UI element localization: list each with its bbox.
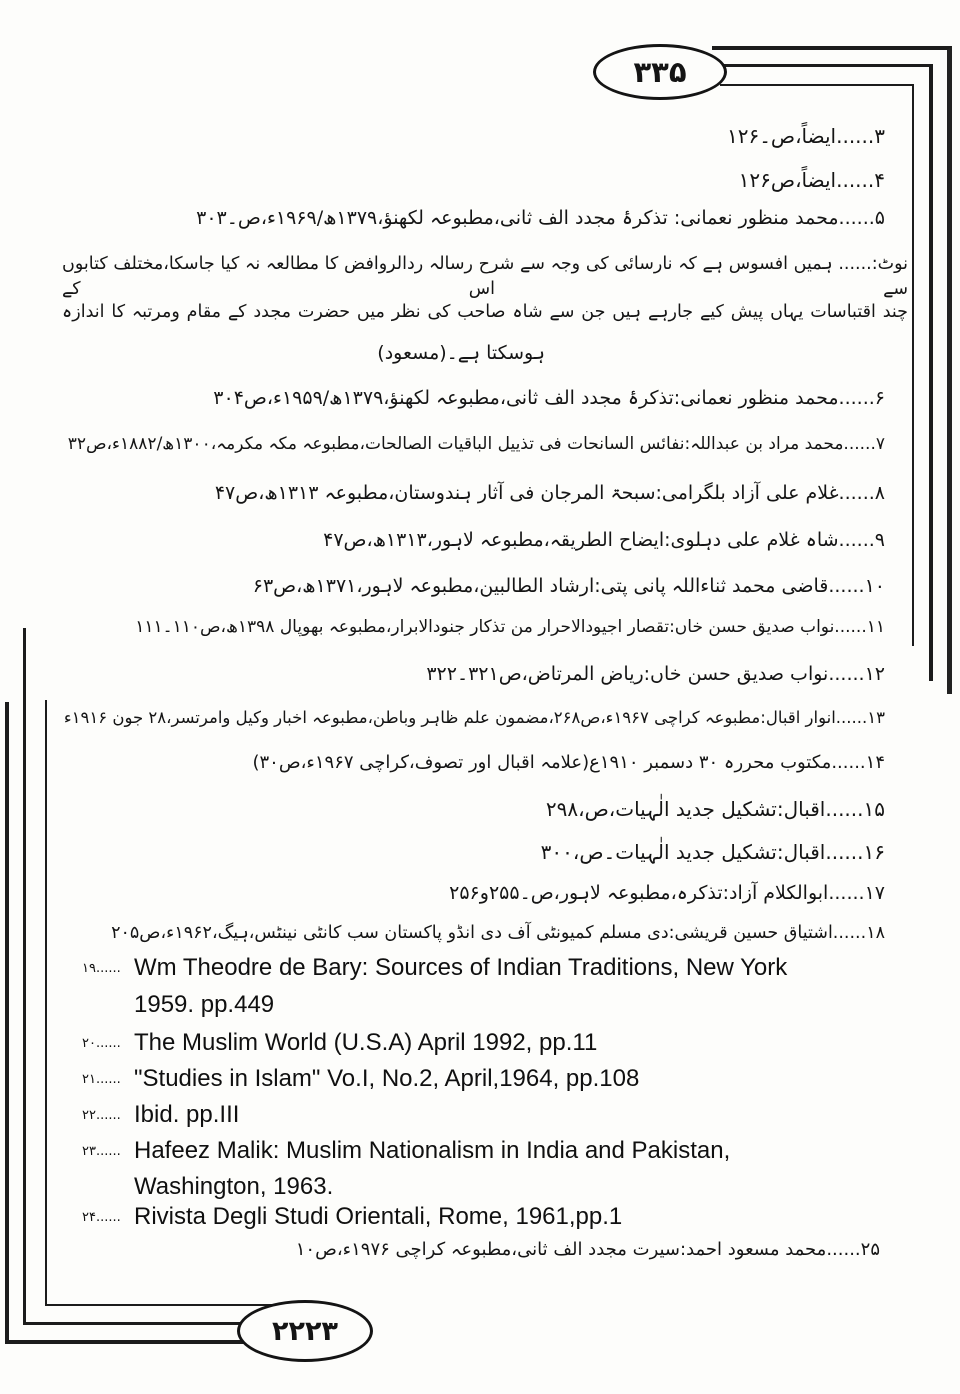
- note-paragraph-line-1: نوٹ:...... ہمیں افسوس ہے کہ نارسائی کی وجہ سے شرح رسالہ ردالروافض کا مطالعہ نہ کیا جاسکا،مختلف کتابوں سے اس کے: [62, 254, 908, 299]
- entry-20-text: The Muslim World (U.S.A) April 1992, pp.11: [134, 1029, 598, 1056]
- entry-22-text: Ibid. pp.III: [134, 1101, 240, 1128]
- reference-entry-6: ۶......محمد منظور نعمانی:تذکرۂ مجدد الف ثانی،مطبوعہ لکھنؤ،۱۳۷۹ھ/۱۹۵۹ء،ص۳۰۴: [213, 387, 885, 409]
- reference-entry-23: [82, 1135, 920, 1166]
- reference-entry-12: ۱۲......نواب صدیق حسن خاں:ریاض المرتاض،ص۳۲۱۔۳۲۲: [426, 663, 885, 685]
- entry-19-number: ۱۹......: [82, 961, 121, 976]
- reference-entry-9: ۹......شاہ غلام علی دہلوی:ایضاح الطریقہ،مطبوعہ لاہور،۱۳۱۳ھ،ص۴۷: [323, 529, 885, 551]
- page-number-bottom: ۲۲۲۳: [272, 1315, 338, 1347]
- note-paragraph-line-3: ہوسکتا ہے۔(مسعود): [377, 342, 545, 364]
- page-number-oval-bottom: [237, 1300, 373, 1362]
- entry-23-number: ۲۳......: [82, 1144, 121, 1159]
- entry-24-number: ۲۴......: [82, 1210, 121, 1225]
- reference-entry-14: ۱۴......مکتوب محررہ ۳۰ دسمبر ۱۹۱۰ع(علامہ اقبال اور تصوف،کراچی ۱۹۶۷ء،ص۳۰): [252, 752, 885, 773]
- reference-entry-20: [82, 1027, 920, 1058]
- reference-entry-15: ۱۵......اقبال:تشکیل جدید الٰہیات،ص،۲۹۸: [545, 797, 885, 821]
- page-number-top: ۳۳۵: [633, 55, 687, 89]
- reference-entry-8: ۸......غلام علی آزاد بلگرامی:سبحۃ المرجان فی آثار ہندوستان،مطبوعہ ۱۳۱۳ھ،ص۴۷: [214, 482, 885, 504]
- note-paragraph-line-2: چند اقتباسات یہاں پیش کیے جارہے ہیں جن سے شاہ صاحب کی نظر میں حضرت مجدد کے مقام ومرتبہ کا اندازہ: [62, 302, 908, 322]
- entry-21-number: ۲۱......: [82, 1072, 121, 1087]
- entry-23-continuation: Washington, 1963.: [134, 1173, 334, 1200]
- reference-entry-24: [82, 1201, 920, 1232]
- reference-entry-7: ۷......محمد مراد بن عبداللہ:نفائس السانحات فی تذییل الباقیات الصالحات،مطبوعہ مکہ مکرمہ،۱۳۰۰ھ/۱۸۸۲ء،ص۳۲: [67, 434, 885, 454]
- entry-19-text: Wm Theodre de Bary: Sources of Indian Traditions, New York: [134, 954, 788, 981]
- reference-entry-4: ۴......ایضاً،ص۱۲۶: [738, 168, 885, 192]
- reference-entry-13: ۱۳......انوار اقبال:مطبوعہ کراچی ۱۹۶۷ء،ص۲۶۸،مضمون علم ظاہر وباطن،مطبوعہ اخبار وکیل وامرتسر،۲۸ جون ۱۹۱۶ء: [63, 708, 885, 727]
- page-number-oval-top: [593, 44, 727, 100]
- reference-entry-5: ۵......محمد منظور نعمانی: تذکرۂ مجدد الف ثانی،مطبوعہ لکھنؤ،۱۳۷۹ھ/۱۹۶۹ء،ص۔۳۰۳: [196, 207, 885, 229]
- entry-21-text: "Studies in Islam" Vo.I, No.2, April,1964, pp.108: [134, 1065, 640, 1092]
- reference-entry-17: ۱۷......ابوالکلام آزاد:تذکرہ،مطبوعہ لاہور،ص۔۲۵۵و۲۵۶: [449, 882, 885, 904]
- reference-entry-25: ۲۵......محمد مسعود احمد:سیرت مجدد الف ثانی،مطبوعہ کراچی ۱۹۷۶ء،ص۱۰: [295, 1239, 880, 1260]
- reference-entry-3: ۳......ایضاً،ص۔۱۲۶: [726, 124, 885, 148]
- entry-19-continuation: 1959. pp.449: [134, 991, 275, 1018]
- reference-entry-11: ۱۱......نواب صدیق حسن خاں:تقصار اجیودالاحرار من تذکار جنودالابرار،مطبوعہ بھوپال ۱۳۹۸ھ،ص۱۱۰۔۱۱۱: [135, 617, 885, 637]
- reference-entry-19: [82, 952, 920, 983]
- entry-23-text: Hafeez Malik: Muslim Nationalism in India and Pakistan,: [134, 1137, 731, 1164]
- reference-entry-22: [82, 1099, 920, 1130]
- entry-22-number: ۲۲......: [82, 1108, 121, 1123]
- reference-entry-21: [82, 1063, 920, 1094]
- reference-entry-10: ۱۰......قاضی محمد ثناءاللہ پانی پتی:ارشاد الطالبین،مطبوعہ لاہور،۱۳۷۱ھ،ص۶۳: [252, 575, 885, 597]
- entry-24-text: Rivista Degli Studi Orientali, Rome, 1961,pp.1: [134, 1203, 623, 1230]
- entry-20-number: ۲۰......: [82, 1036, 121, 1051]
- reference-entry-18: ۱۸......اشتیاق حسین قریشی:دی مسلم کمیونٹی آف دی انڈو پاکستان سب کانٹی نینٹس،ہیگ،۱۹۶۲ء،ص۲۰۵: [111, 923, 885, 943]
- reference-entry-16: ۱۶......اقبال:تشکیل جدید الٰہیات۔ص،۳۰۰: [540, 840, 885, 864]
